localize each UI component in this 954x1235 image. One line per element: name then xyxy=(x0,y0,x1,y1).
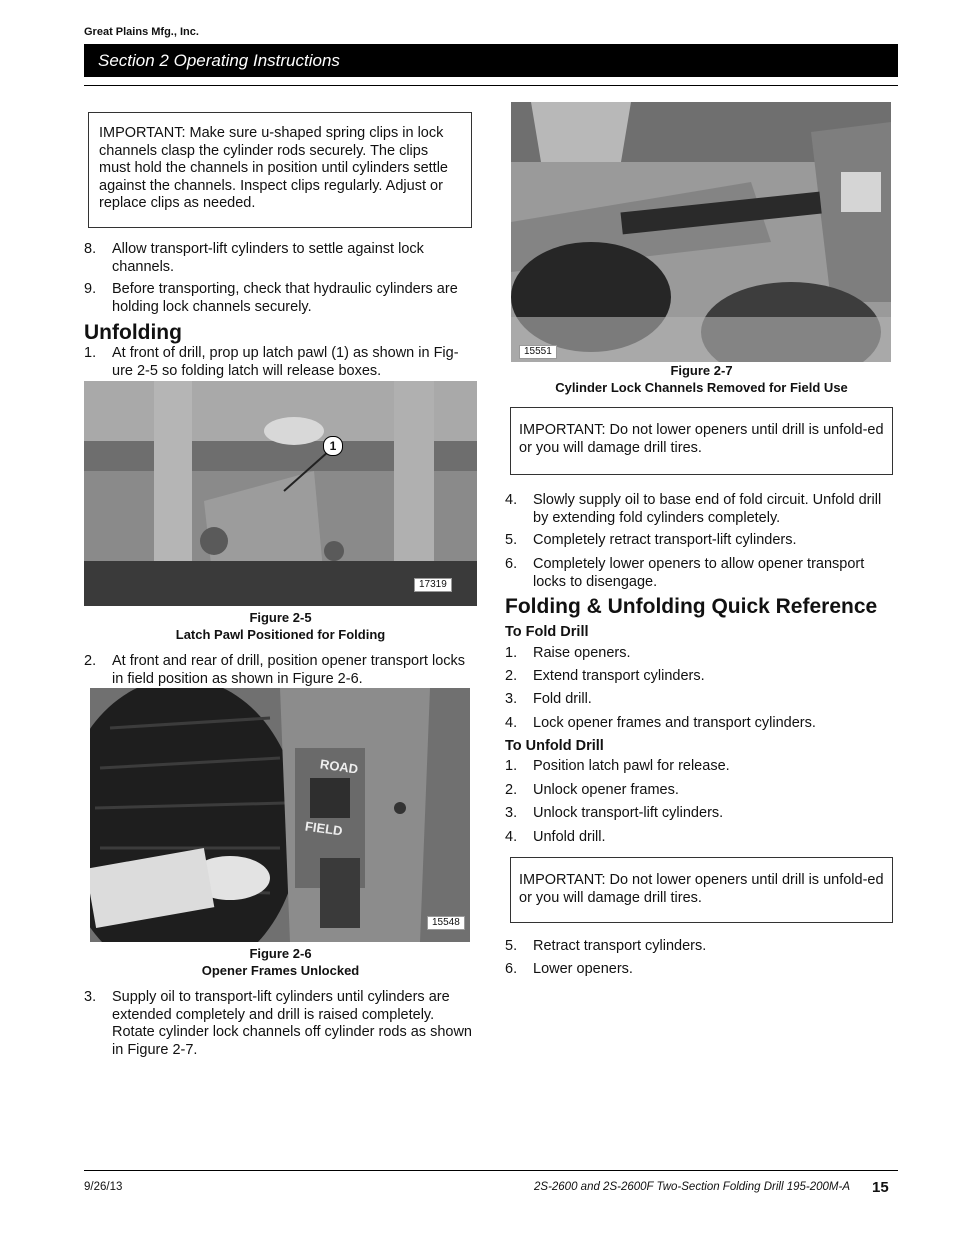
step-number: 2. xyxy=(505,668,518,684)
step-text: Position latch pawl for release. xyxy=(533,758,730,774)
step-item xyxy=(505,829,898,847)
step-item xyxy=(505,691,898,709)
figure-2-6-caption xyxy=(84,945,477,979)
quick-reference-heading: Folding & Unfolding Quick Reference xyxy=(505,595,878,618)
step-text: Lower openers. xyxy=(533,961,633,977)
step-item xyxy=(84,989,479,1059)
company-name: Great Plains Mfg., Inc. xyxy=(84,26,199,38)
step-number: 8. xyxy=(84,241,97,257)
step-number: 4. xyxy=(505,715,518,731)
step-number: 4. xyxy=(505,492,518,508)
important-note-openers: IMPORTANT: Do not lower openers until drill is unfold-ed or you will damage drill tires. xyxy=(510,407,893,475)
step-item xyxy=(505,938,898,956)
step-text: Completely retract transport-lift cylinders. xyxy=(533,532,797,548)
field-stencil: FIELD xyxy=(304,818,344,839)
fold-drill-subheading: To Fold Drill xyxy=(505,624,589,640)
step-number: 6. xyxy=(505,556,518,572)
step-number: 2. xyxy=(505,782,518,798)
figure-label: Figure 2-7 xyxy=(670,363,733,378)
photo-id-label: 17319 xyxy=(414,578,452,592)
step-item xyxy=(505,758,898,776)
step-number: 5. xyxy=(505,532,518,548)
section-title-bar: Section 2 Operating Instructions xyxy=(84,44,898,77)
figure-label: Figure 2-6 xyxy=(249,946,312,961)
road-stencil: ROAD xyxy=(319,756,360,777)
step-number: 5. xyxy=(505,938,518,954)
figure-label: Figure 2-5 xyxy=(249,610,312,625)
step-text: Unlock opener frames. xyxy=(533,782,679,798)
figure-title: Opener Frames Unlocked xyxy=(201,963,360,978)
step-item xyxy=(505,782,898,800)
step-text: Retract transport cylinders. xyxy=(533,938,707,954)
step-text: Fold drill. xyxy=(533,691,592,707)
step-item xyxy=(505,532,898,550)
step-number: 4. xyxy=(505,829,518,845)
step-item xyxy=(505,961,898,979)
step-text: Slowly supply oil to base end of fold circuit. Unfold drill by extending fold cylinders completely. xyxy=(533,492,882,526)
figure-title: Cylinder Lock Channels Removed for Field Use xyxy=(555,380,848,395)
step-item xyxy=(505,556,898,591)
step-text: At front and rear of drill, position opener transport locks in field position as shown in Figure 2-6. xyxy=(112,653,466,687)
step-item xyxy=(505,715,898,733)
step-item xyxy=(84,653,479,688)
step-number: 2. xyxy=(84,653,97,669)
figure-2-7-photo xyxy=(511,102,891,362)
step-item xyxy=(84,241,479,276)
footer-document-title: 2S-2600 and 2S-2600F Two-Section Folding Drill 195-200M-A xyxy=(534,1181,850,1193)
callout-1-badge: 1 xyxy=(323,436,343,456)
figure-title: Latch Pawl Positioned for Folding xyxy=(175,627,386,642)
step-item xyxy=(505,492,898,527)
photo-id-label: 15548 xyxy=(427,916,465,930)
important-note-openers-repeat: IMPORTANT: Do not lower openers until drill is unfold-ed or you will damage drill tires. xyxy=(510,857,893,923)
step-text: Extend transport cylinders. xyxy=(533,668,705,684)
step-text: At front of drill, prop up latch pawl (1) as shown in Fig-ure 2-5 so folding latch will release boxes. xyxy=(112,345,459,379)
step-number: 3. xyxy=(505,691,518,707)
step-text: Supply oil to transport-lift cylinders until cylinders are extended completely and drill is raised completely. Rotate cylinder lock channels off cylinder rods as shown in Figure 2-7. xyxy=(112,989,473,1058)
step-number: 3. xyxy=(505,805,518,821)
figure-2-5-photo xyxy=(84,381,477,606)
step-item xyxy=(84,281,479,316)
figure-2-7-caption xyxy=(505,362,898,396)
page-number: 15 xyxy=(872,1179,889,1196)
unfolding-heading: Unfolding xyxy=(84,321,182,344)
step-item xyxy=(505,668,898,686)
step-number: 6. xyxy=(505,961,518,977)
step-item xyxy=(505,645,898,663)
figure-2-5-caption xyxy=(84,609,477,643)
step-number: 9. xyxy=(84,281,97,297)
step-number: 1. xyxy=(505,645,518,661)
header-rule xyxy=(84,85,898,86)
footer-rule xyxy=(84,1170,898,1171)
step-text: Unfold drill. xyxy=(533,829,606,845)
step-text: Lock opener frames and transport cylinders. xyxy=(533,715,816,731)
step-item xyxy=(505,805,898,823)
photo-id-label: 15551 xyxy=(519,345,557,359)
footer-date: 9/26/13 xyxy=(84,1181,123,1193)
step-text: Allow transport-lift cylinders to settle against lock channels. xyxy=(112,241,424,275)
unfold-drill-subheading: To Unfold Drill xyxy=(505,738,604,754)
step-text: Raise openers. xyxy=(533,645,631,661)
important-note-clips: IMPORTANT: Make sure u-shaped spring clips in lock channels clasp the cylinder rods securely. The clips must hold the channels in position until cylinders settle against the channels. Inspect clips regularly. Adjust or replace clips as needed. xyxy=(88,112,472,228)
step-item xyxy=(84,345,479,380)
step-text: Completely lower openers to allow opener transport locks to disengage. xyxy=(533,556,865,590)
step-number: 1. xyxy=(84,345,97,361)
step-text: Before transporting, check that hydraulic cylinders are holding lock channels securely. xyxy=(112,281,458,315)
step-number: 1. xyxy=(505,758,518,774)
step-number: 3. xyxy=(84,989,97,1005)
figure-2-6-photo xyxy=(90,688,470,942)
step-text: Unlock transport-lift cylinders. xyxy=(533,805,724,821)
